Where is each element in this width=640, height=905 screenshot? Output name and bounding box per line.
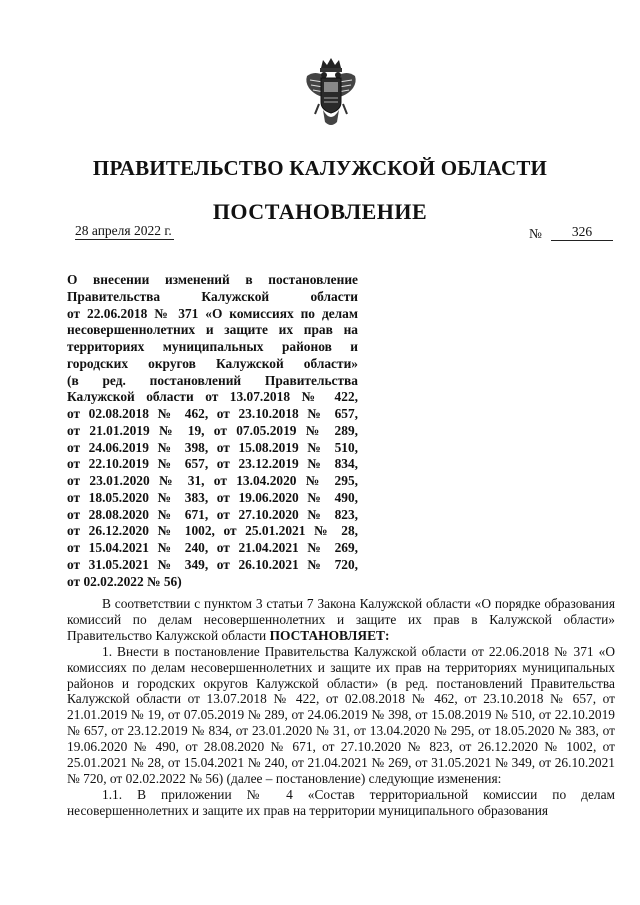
subject-line: от 02.02.2022 № 56) [67, 573, 182, 589]
document-number: 326 [551, 224, 613, 241]
coat-of-arms-icon [305, 58, 357, 130]
preamble-paragraph [67, 596, 615, 644]
subject-line: от 28.08.2020 № 671, от 27.10.2020 № 823, [67, 506, 358, 522]
subject-line: от 02.08.2018 № 462, от 23.10.2018 № 657, [67, 406, 358, 421]
subject-line: Калужской области от 13.07.2018 № 422, [67, 389, 358, 405]
subject-line: (в ред. постановлений Правительства [67, 372, 358, 388]
subject-line: от 22.06.2018 № 371 «О комиссиях по делам [67, 305, 358, 321]
subject-line: от 15.04.2021 № 240, от 21.04.2021 № 269, [67, 540, 358, 555]
preamble-text: В соответствии с пунктом 3 статьи 7 Закона Калужской области «О порядке образования комиссий по делам несовершеннолетних и защите их прав в Калужской области» Правительство Калужской области [67, 596, 615, 643]
subject-line: от 26.12.2020 № 1002, от 25.01.2021 № 28, [67, 523, 358, 539]
item-1-paragraph: 1. Внести в постановление Правительства Калужской области от 22.06.2018 № 371 «О комиссиях по делам несовершеннолетних и защите их прав на территориях муниципальных районов и городских округов Калужской области» (в ред. постановлений Правительства Калужской области от 13.07.2018 № 422, от 02.08.2018 № 462, от 23.10.2018 № 657, от 21.01.2019 № 19, от 07.05.2019 № 289, от 24.06.2019 № 398, от 15.08.2019 № 510, от 22.10.2019 № 657, от 23.12.2019 № 834, от 23.01.2020 № 31, от 13.04.2020 № 295, от 18.05.2020 № 383, от 19.06.2020 № 490, от 28.08.2020 № 671, от 27.10.2020 № 823, от 26.12.2020 № 1002, от 25.01.2021 № 28, от 15.04.2021 № 240, от 21.04.2021 № 269, от 31.05.2021 № 349, от 26.10.2021 № 720, от 02.02.2022 № 56) (далее – постановление) следующие изменения: [67, 643, 615, 786]
document-body [67, 596, 615, 819]
subject-line: несовершеннолетних и защите их прав на [67, 322, 358, 338]
subject-line: территориях муниципальных районов и [67, 339, 358, 354]
subject-line: от 22.10.2019 № 657, от 23.12.2019 № 834, [67, 456, 358, 472]
item-1-1-paragraph: 1.1. В приложении № 4 «Состав территориальной комиссии по делам несовершеннолетних и защите их прав на территории муниципального образования [67, 786, 615, 818]
resolves-word: ПОСТАНОВЛЯЕТ: [269, 627, 390, 643]
subject-line: от 18.05.2020 № 383, от 19.06.2020 № 490, [67, 489, 358, 505]
document-type-heading: ПОСТАНОВЛЕНИЕ [212, 199, 428, 224]
government-title: ПРАВИТЕЛЬСТВО КАЛУЖСКОЙ ОБЛАСТИ [92, 156, 548, 180]
subject-line: городских округов Калужской области» [67, 355, 358, 371]
subject-line: от 23.01.2020 № 31, от 13.04.2020 № 295, [67, 473, 358, 488]
document-number-label: № [529, 226, 542, 241]
subject-line: О внесении изменений в постановление [67, 272, 358, 287]
subject-line: Правительства Калужской области [67, 288, 358, 304]
subject-line: от 21.01.2019 № 19, от 07.05.2019 № 289, [67, 422, 358, 438]
document-subject [67, 272, 358, 590]
subject-line: от 31.05.2021 № 349, от 26.10.2021 № 720, [67, 556, 358, 572]
subject-line: от 24.06.2019 № 398, от 15.08.2019 № 510, [67, 439, 358, 455]
document-date: 28 апреля 2022 г. [75, 223, 172, 238]
